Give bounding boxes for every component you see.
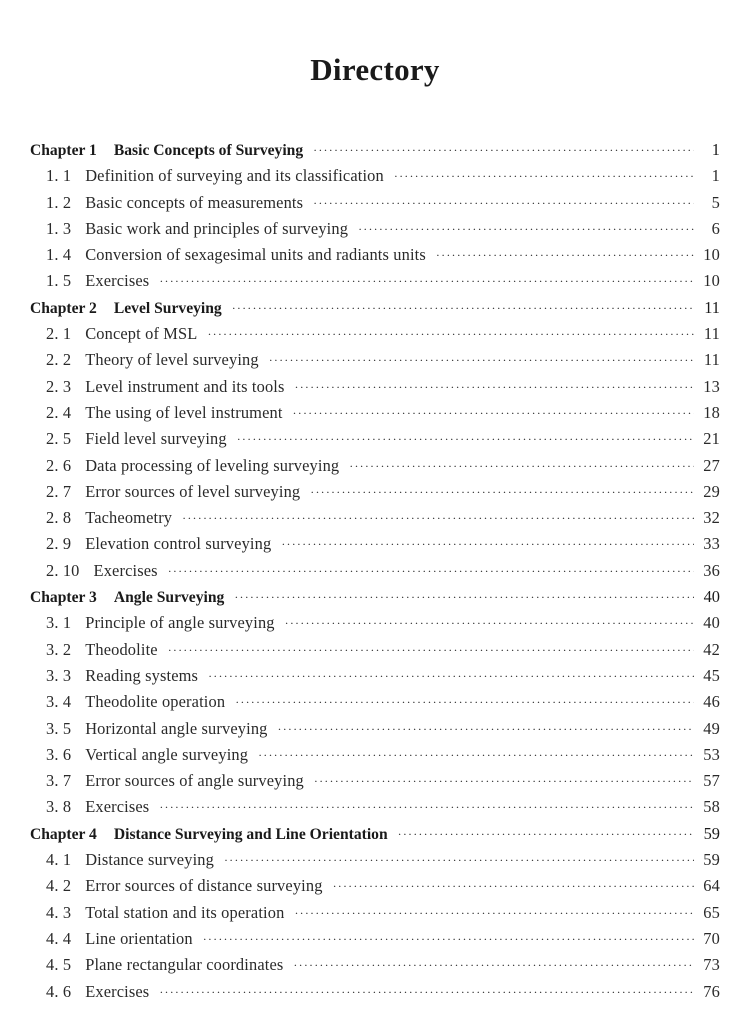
toc-section-entry[interactable]: [30, 561, 720, 587]
section-number: 4. 2: [46, 876, 72, 896]
section-title: Principle of angle surveying: [85, 613, 275, 633]
toc-chapter-entry[interactable]: [30, 140, 720, 166]
section-title: Reading systems: [85, 665, 199, 685]
toc-section-entry[interactable]: [30, 245, 720, 271]
toc-section-entry[interactable]: [30, 929, 720, 955]
section-title: Horizontal angle surveying: [85, 718, 268, 738]
page-number: 1: [711, 140, 720, 159]
dot-leader: [358, 222, 694, 237]
section-number: 2. 5: [46, 429, 72, 449]
dot-leader: [281, 537, 694, 552]
dot-leader: [232, 301, 694, 316]
section-number: 2. 2: [46, 350, 72, 370]
section-number: 2. 1: [46, 324, 72, 344]
section-number: 1. 5: [46, 271, 72, 291]
dot-leader: [208, 669, 694, 684]
toc-section-entry[interactable]: [30, 745, 720, 771]
dot-leader: [224, 853, 694, 868]
toc-section-entry[interactable]: [30, 403, 720, 429]
page-number: 33: [703, 534, 720, 554]
toc-section-entry[interactable]: [30, 350, 720, 376]
section-number: 2. 7: [46, 481, 72, 501]
section-number: 3. 4: [46, 692, 72, 712]
dot-leader: [182, 511, 694, 526]
dot-leader: [168, 564, 694, 579]
dot-leader: [293, 406, 694, 421]
section-number: 1. 4: [46, 245, 72, 265]
dot-leader: [314, 774, 694, 789]
page-number: 76: [703, 981, 720, 1001]
page-number: 65: [703, 902, 720, 922]
section-title: Error sources of level surveying: [85, 481, 301, 501]
page-number: 6: [711, 218, 720, 238]
section-number: 3. 6: [46, 744, 72, 764]
toc-section-entry[interactable]: [30, 692, 720, 718]
dot-leader: [394, 169, 694, 184]
dot-leader: [436, 248, 694, 263]
section-title: Theodolite: [85, 639, 158, 659]
page-number: 49: [703, 718, 720, 738]
toc-section-entry[interactable]: [30, 377, 720, 403]
page-number: 59: [703, 850, 720, 870]
chapter-title: Basic Concepts of Surveying: [113, 142, 304, 159]
section-number: 2. 4: [46, 402, 72, 422]
dot-leader: [159, 985, 694, 1000]
toc-section-entry[interactable]: [30, 955, 720, 981]
section-title: Total station and its operation: [85, 902, 285, 922]
toc-section-entry[interactable]: [30, 271, 720, 297]
toc-section-entry[interactable]: [30, 166, 720, 192]
section-number: 2. 3: [46, 376, 72, 396]
toc-section-entry[interactable]: [30, 193, 720, 219]
toc-section-entry[interactable]: [30, 666, 720, 692]
page-number: 10: [703, 245, 720, 265]
section-title: Distance surveying: [85, 850, 214, 870]
chapter-number: Chapter 1: [30, 142, 97, 159]
dot-leader: [333, 879, 694, 894]
section-title: Concept of MSL: [85, 324, 198, 344]
section-number: 2. 6: [46, 455, 72, 475]
dot-leader: [313, 143, 694, 158]
page-title: Directory: [310, 52, 440, 87]
page-number: 21: [703, 429, 720, 449]
page-number: 10: [703, 271, 720, 291]
dot-leader: [203, 932, 694, 947]
chapter-title: Level Surveying: [113, 299, 222, 317]
chapter-number: Chapter 2: [30, 299, 97, 317]
toc-chapter-entry[interactable]: [30, 298, 720, 324]
page-number: 18: [703, 402, 720, 422]
page-number: 59: [703, 823, 720, 843]
dot-leader: [294, 906, 694, 921]
section-title: Line orientation: [85, 928, 193, 948]
dot-leader: [207, 327, 694, 342]
chapter-title: Angle Surveying: [113, 589, 225, 607]
page-number: 57: [703, 771, 720, 791]
dot-leader: [293, 958, 694, 973]
section-title: The using of level instrument: [85, 402, 283, 422]
page-number: 5: [711, 192, 720, 212]
section-title: Plane rectangular coordinates: [85, 955, 284, 975]
page-number: 27: [703, 455, 720, 475]
page-number: 64: [703, 876, 720, 896]
section-number: 2. 9: [46, 534, 72, 554]
chapter-title: Distance Surveying and Line Orientation: [113, 825, 388, 843]
toc-section-entry[interactable]: [30, 508, 720, 534]
page-number: 46: [703, 692, 720, 712]
section-number: 4. 4: [46, 928, 72, 948]
section-title: Theory of level surveying: [85, 350, 259, 370]
dot-leader: [235, 695, 694, 710]
dot-leader: [285, 616, 694, 631]
section-title: Error sources of angle surveying: [85, 771, 304, 791]
dot-leader: [269, 353, 694, 368]
section-title: Exercises: [85, 797, 150, 817]
section-number: 3. 7: [46, 771, 72, 791]
section-number: 1. 2: [46, 192, 72, 212]
page-number: 32: [703, 508, 720, 528]
page-number: 13: [703, 376, 720, 396]
section-number: 2. 10: [46, 560, 80, 580]
section-title: Level instrument and its tools: [85, 376, 285, 396]
toc-section-entry[interactable]: [30, 324, 720, 350]
dot-leader: [310, 485, 694, 500]
section-number: 3. 3: [46, 665, 72, 685]
dot-leader: [349, 459, 694, 474]
dot-leader: [258, 748, 694, 763]
toc-section-entry[interactable]: [30, 640, 720, 666]
chapter-number: Chapter 3: [30, 589, 97, 607]
section-number: 3. 8: [46, 797, 72, 817]
dot-leader: [295, 380, 694, 395]
toc-section-entry[interactable]: [30, 613, 720, 639]
dot-leader: [159, 800, 694, 815]
page-number: 29: [703, 481, 720, 501]
dot-leader: [234, 590, 694, 605]
toc-section-entry[interactable]: [30, 876, 720, 902]
section-number: 4. 5: [46, 955, 72, 975]
page-number: 11: [704, 297, 720, 317]
section-title: Elevation control surveying: [85, 534, 272, 554]
page-number: 70: [703, 928, 720, 948]
toc-section-entry[interactable]: [30, 850, 720, 876]
page-number: 53: [703, 744, 720, 764]
section-title: Theodolite operation: [85, 692, 226, 712]
section-number: 1. 3: [46, 218, 72, 238]
dot-leader: [278, 722, 694, 737]
toc-section-entry[interactable]: [30, 719, 720, 745]
section-title: Basic concepts of measurements: [85, 192, 304, 212]
page-number: 45: [703, 665, 720, 685]
toc-chapter-entry[interactable]: [30, 587, 720, 613]
section-title: Basic work and principles of surveying: [85, 218, 349, 238]
toc-section-entry[interactable]: [30, 534, 720, 560]
toc-section-entry[interactable]: [30, 771, 720, 797]
section-number: 3. 1: [46, 613, 72, 633]
section-title: Exercises: [85, 271, 150, 291]
section-title: Exercises: [85, 981, 150, 1001]
section-number: 4. 1: [46, 850, 72, 870]
page-number: 73: [703, 955, 720, 975]
section-title: Data processing of leveling surveying: [85, 455, 340, 475]
section-title: Tacheometry: [85, 508, 173, 528]
section-number: 3. 5: [46, 718, 72, 738]
section-number: 4. 6: [46, 981, 72, 1001]
section-title: Definition of surveying and its classification: [85, 166, 384, 186]
dot-leader: [313, 196, 694, 211]
section-title: Conversion of sexagesimal units and radiants units: [85, 245, 426, 265]
toc-section-entry[interactable]: [30, 482, 720, 508]
page-number: 40: [703, 613, 720, 633]
toc-section-entry[interactable]: [30, 982, 720, 1008]
dot-leader: [168, 643, 694, 658]
page-number: 36: [703, 560, 720, 580]
section-number: 3. 2: [46, 639, 72, 659]
dot-leader: [237, 432, 694, 447]
section-number: 2. 8: [46, 508, 72, 528]
toc-section-entry[interactable]: [30, 429, 720, 455]
toc-section-entry[interactable]: [30, 797, 720, 823]
page-number: 11: [703, 350, 720, 370]
toc-section-entry[interactable]: [30, 219, 720, 245]
section-number: 4. 3: [46, 902, 72, 922]
table-of-contents: [30, 140, 720, 1008]
dot-leader: [159, 274, 694, 289]
section-title: Field level surveying: [85, 429, 227, 449]
page-number: 11: [703, 324, 720, 344]
section-title: Vertical angle surveying: [85, 744, 249, 764]
toc-chapter-entry[interactable]: [30, 824, 720, 850]
section-title: Exercises: [93, 560, 158, 580]
toc-section-entry[interactable]: [30, 903, 720, 929]
page-number: 58: [703, 797, 720, 817]
dot-leader: [398, 827, 694, 842]
section-number: 1. 1: [46, 166, 72, 186]
page-number: 42: [703, 639, 720, 659]
page-number: 1: [711, 166, 720, 186]
page-number: 40: [703, 587, 720, 607]
toc-section-entry[interactable]: [30, 456, 720, 482]
section-title: Error sources of distance surveying: [85, 876, 323, 896]
chapter-number: Chapter 4: [30, 825, 97, 843]
